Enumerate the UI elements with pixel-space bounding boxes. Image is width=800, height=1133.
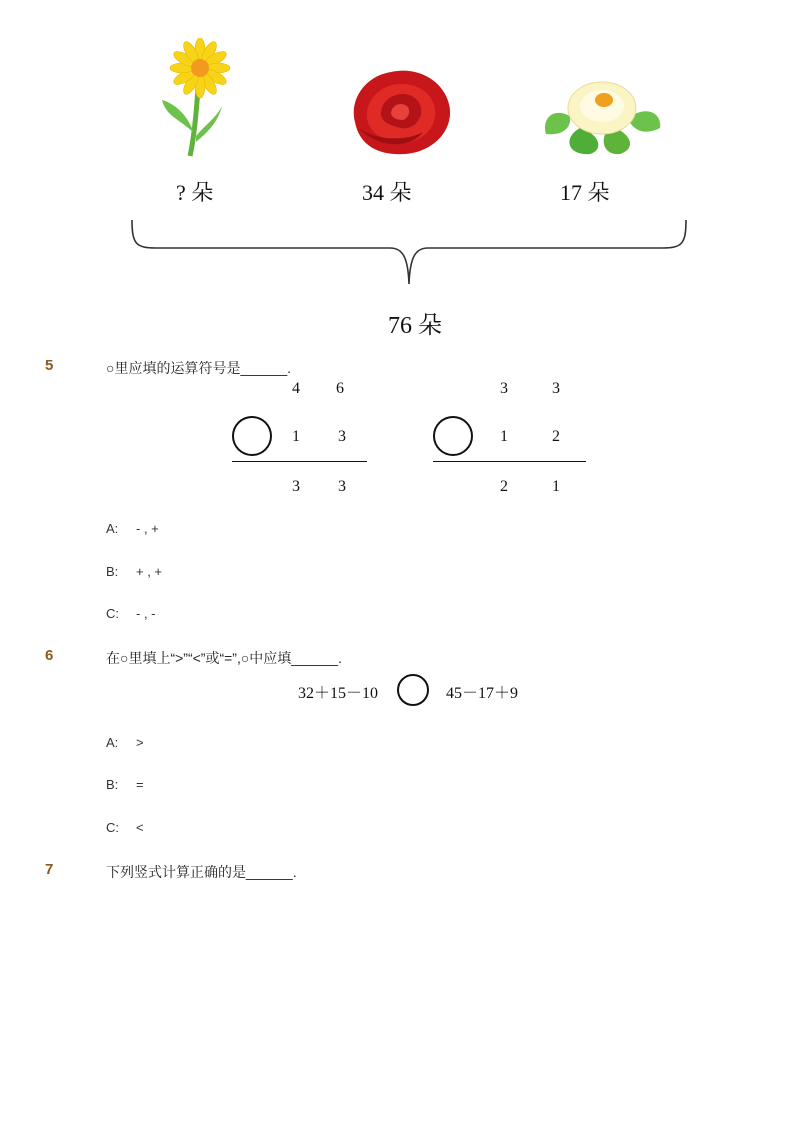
question-number: 6 — [45, 647, 54, 664]
option-c[interactable] — [106, 606, 156, 621]
daisy-icon — [158, 38, 238, 158]
option-value: + , + — [136, 564, 163, 579]
question-text: 下列竖式计算正确的是______. — [106, 864, 297, 880]
option-value: > — [136, 735, 144, 750]
question-number: 7 — [45, 861, 54, 878]
sum-line — [433, 461, 586, 462]
option-value: - , + — [136, 521, 159, 536]
daisy-count: ? 朵 — [176, 180, 214, 205]
right-expression: 45－17＋9 — [446, 685, 519, 702]
option-value: < — [136, 820, 144, 835]
option-label: C: — [106, 606, 119, 621]
left-expression: 32＋15－10 — [298, 685, 379, 702]
digit: 1 — [292, 428, 300, 445]
digit: 1 — [500, 428, 508, 445]
option-c[interactable] — [106, 820, 144, 835]
option-b[interactable] — [106, 564, 162, 579]
digit: 6 — [336, 380, 344, 397]
question-text: ○里应填的运算符号是______. — [106, 360, 292, 376]
option-b[interactable] — [106, 777, 144, 792]
digit: 3 — [338, 478, 346, 495]
digit: 3 — [552, 380, 560, 397]
option-label: C: — [106, 820, 119, 835]
compare-circle[interactable] — [397, 674, 429, 706]
option-label: B: — [106, 777, 119, 792]
option-label: B: — [106, 564, 119, 579]
option-value: - , - — [136, 606, 156, 621]
operator-circle[interactable] — [232, 416, 272, 456]
camellia-count: 17 朵 — [560, 180, 610, 205]
operator-circle[interactable] — [433, 416, 473, 456]
curly-brace — [128, 216, 690, 288]
digit: 4 — [292, 380, 300, 397]
rose-count: 34 朵 — [362, 180, 412, 205]
digit: 3 — [338, 428, 346, 445]
option-label: A: — [106, 735, 119, 750]
digit: 2 — [500, 478, 508, 495]
digit: 2 — [552, 428, 560, 445]
digit: 1 — [552, 478, 560, 495]
sum-line — [232, 461, 367, 462]
digit: 3 — [500, 380, 508, 397]
option-value: = — [136, 777, 144, 792]
total-count: 76 朵 — [388, 313, 442, 339]
option-a[interactable] — [106, 735, 144, 750]
option-label: A: — [106, 521, 119, 536]
option-a[interactable] — [106, 521, 159, 536]
question-number: 5 — [45, 357, 54, 374]
camellia-icon — [540, 76, 665, 158]
question-text: 在○里填上“>”“<”或“=”,○中应填______. — [106, 650, 342, 666]
digit: 3 — [292, 478, 300, 495]
flower-figure — [0, 0, 800, 340]
rose-icon — [345, 62, 455, 162]
